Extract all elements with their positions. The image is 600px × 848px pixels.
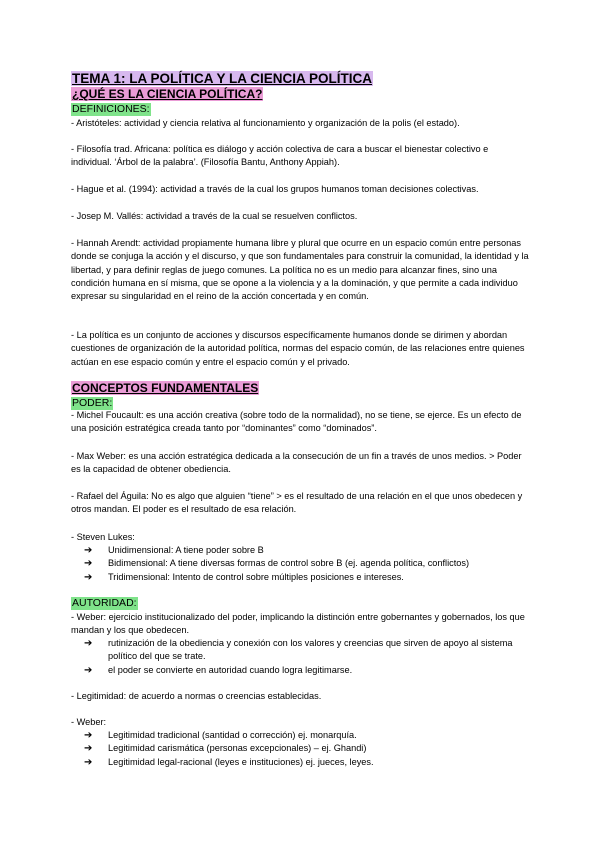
arrow-right-icon: ➔ (84, 571, 93, 583)
lukes-list (84, 544, 469, 584)
list-item: ➔ rutinización de la obediencia y conexión con los valores y creencias que sirven de apoyo al sistema político del que se trate. (84, 638, 513, 662)
arrow-right-icon: ➔ (84, 730, 93, 741)
definition-valles: - Josep M. Vallés: actividad a través de la cual se resuelven conflictos. (71, 211, 358, 221)
document-title: TEMA 1: LA POLÍTICA Y LA CIENCIA POLÍTICA (72, 71, 373, 86)
arrow-right-icon: ➔ (84, 664, 93, 676)
poder-del-aguila: - Rafael del Águila: No es algo que alguien “tiene” > es el resultado de una relación en el que unos obedecen y otros mandan. El poder es el resultado de esa relación. (71, 491, 523, 515)
subheading-definiciones: DEFINICIONES: (72, 103, 150, 115)
poder-lukes: - Steven Lukes: (71, 532, 135, 542)
section-heading-conceptos: CONCEPTOS FUNDAMENTALES (72, 381, 259, 395)
list-item: ➔ Legitimidad carismática (personas excepcionales) – ej. Ghandi) (84, 743, 367, 755)
poder-foucault: - Michel Foucault: es una acción creativa (sobre todo de la normalidad), no se tiene, se ejerce. Es un efecto de una posición estratégica creada tanto por “dominantes” como “dominados”. (71, 410, 522, 434)
list-item: ➔ Bidimensional: A tiene diversas formas de control sobre B (ej. agenda política, conflictos) (84, 558, 470, 570)
definition-hague: - Hague et al. (1994): actividad a través de la cual los grupos humanos toman decisiones colectivas. (71, 184, 479, 194)
autoridad-weber-intro: - Weber: ejercicio institucionalizado del poder, implicando la distinción entre gobernantes y gobernados, los que mandan y los que obedecen. (71, 612, 525, 636)
definition-politica: - La política es un conjunto de acciones y discursos específicamente humanos donde se dirimen y abordan cuestiones de organización de la autoridad política, normas del espacio común, de las relaciones entre quienes actúan en ese espacio común y entre el espacio común y el privado. (71, 330, 525, 367)
arrow-right-icon: ➔ (84, 756, 93, 768)
section-heading-que-es: ¿QUÉ ES LA CIENCIA POLÍTICA? (72, 87, 263, 101)
subheading-autoridad: AUTORIDAD: (72, 597, 137, 609)
list-item: ➔ Legitimidad tradicional (santidad o corrección) ej. monarquía. (84, 730, 357, 741)
list-item: ➔ Unidimensional: A tiene poder sobre B (84, 545, 264, 556)
autoridad-weber-list (84, 637, 532, 677)
list-item: ➔ Legitimidad legal-racional (leyes e instituciones) ej. jueces, leyes. (84, 756, 374, 768)
autoridad-weber2: - Weber: (71, 717, 107, 727)
subheading-poder: PODER: (72, 397, 113, 409)
list-item: ➔ Tridimensional: Intento de control sobre múltiples posiciones e intereses. (84, 571, 404, 583)
poder-weber: - Max Weber: es una acción estratégica dedicada a la consecución de un fin a través de unos medios. > Poder es la capacidad de obtener obediencia. (71, 451, 522, 475)
list-item: ➔ el poder se convierte en autoridad cuando logra legitimarse. (84, 664, 353, 676)
autoridad-legitimidad: - Legitimidad: de acuerdo a normas o creencias establecidas. (71, 691, 322, 701)
arrow-right-icon: ➔ (84, 638, 93, 649)
definition-aristoteles: - Aristóteles: actividad y ciencia relativa al funcionamiento y organización de la polis (el estado). (71, 118, 460, 128)
arrow-right-icon: ➔ (84, 743, 93, 755)
arrow-right-icon: ➔ (84, 558, 93, 570)
legitimidad-list (84, 729, 374, 769)
definition-arendt: - Hannah Arendt: actividad propiamente humana libre y plural que ocurre en un espacio común entre personas donde se conjuga la acción y el discurso, y que son fundamentales para construir la comunidad, la identidad y la libertad, y para definir reglas de juego comunes. La política no es un medio para alcanzar fines, sino una condición humana en sí misma, que se opone a la violencia y a la dominación, y que permite a cada individuo expresar su singularidad en el reino de la acción concertada y en común. (71, 238, 529, 302)
arrow-right-icon: ➔ (84, 545, 93, 556)
definition-filosofia-africana: - Filosofía trad. Africana: política es diálogo y acción colectiva de cara a buscar el bienestar colectivo e individual. ‘Árbol de la palabra’. (Filosofía Bantu, Anthony Appiah). (71, 144, 489, 168)
